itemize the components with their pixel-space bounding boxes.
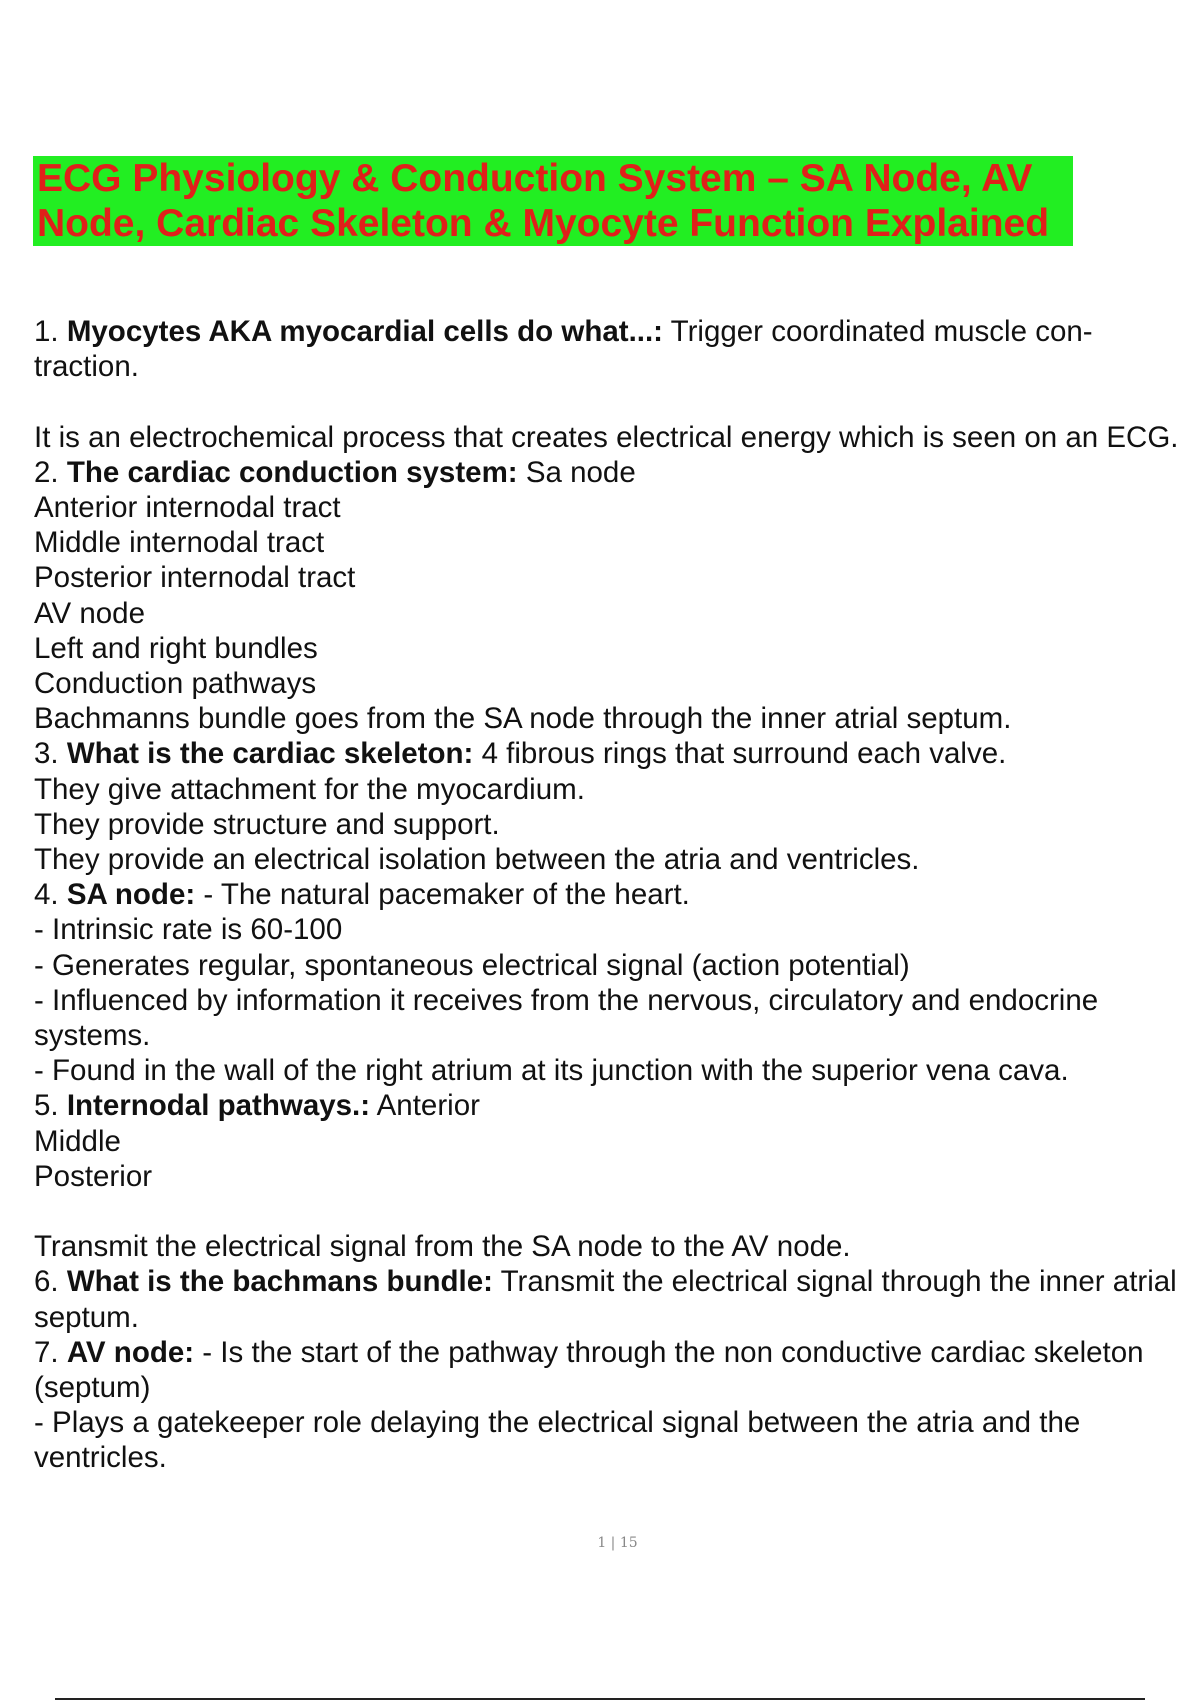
list-item [34,455,1184,490]
item-line: Middle internodal tract [34,526,325,560]
item-line: Conduction pathways [34,667,317,701]
list-item [34,1264,1184,1334]
item-definition: Transmit the electrical signal through the inner atrial septum. [34,1265,1185,1334]
item-definition: Trigger coordinated muscle con- traction. [34,315,1101,384]
item-line: Middle [34,1124,121,1158]
item-number: 4. [34,878,59,912]
item-definition: - The natural pacemaker of the heart. [195,878,690,912]
item-number: 7. [34,1335,59,1369]
item-line: - Influenced by information it receives from the nervous, circulatory and endocrine systems. [34,983,1107,1053]
item-definition: 4 fibrous rings that surround each valve. [473,737,1007,771]
item-number: 3. [34,737,59,771]
item-line: - Found in the wall of the right atrium at its junction with the superior vena cava. [34,1054,1069,1088]
item-definition: - Is the start of the pathway through the non conductive cardiac skeleton (septum) [34,1335,1152,1405]
item-term: What is the cardiac skeleton: [66,737,474,771]
item-term: What is the bachmans bundle: [66,1265,493,1299]
item-term: Internodal pathways.: [66,1089,371,1123]
item-line: - Generates regular, spontaneous electrical signal (action potential) [34,948,910,982]
list-item [34,736,1184,771]
item-definition: Sa node [517,455,636,489]
item-line: Bachmanns bundle goes from the SA node through the inner atrial septum. [34,702,1012,736]
item-line: Anterior internodal tract [34,491,341,524]
item-number: 6. [34,1265,59,1299]
item-line: They provide structure and support. [34,807,500,841]
item-line: Posterior [34,1159,153,1193]
document-title: ECG Physiology & Conduction System – SA Node, AV Node, Cardiac Skeleton & Myocyte Function Explained [33,156,1073,246]
item-number: 5. [34,1089,59,1123]
item-term: SA node: [66,878,196,912]
item-line: They give attachment for the myocardium. [34,772,585,806]
item-line: Left and right bundles [34,631,318,665]
item-number: 2. [34,455,59,489]
list-item [34,1088,1184,1123]
flashcard-list [34,314,1184,1476]
item-line: They provide an electrical isolation between the atria and ventricles. [34,843,920,877]
list-item [34,314,1184,384]
page-number: 1 | 15 [597,1535,638,1551]
item-number: 1. [34,315,59,348]
item-term: AV node: [66,1335,195,1369]
item-line: AV node [34,596,145,630]
list-item [34,877,1184,912]
item-term: The cardiac conduction system: [66,455,518,489]
item-line: Posterior internodal tract [34,561,356,595]
item-extra-text: It is an electrochemical process that creates electrical energy which is seen on an ECG. [34,420,1179,454]
item-line: - Plays a gatekeeper role delaying the electrical signal between the atria and the ventricles. [34,1406,1089,1475]
item-line: - Intrinsic rate is 60-100 [34,913,343,947]
item-extra-text: Transmit the electrical signal from the SA node to the AV node. [34,1230,851,1264]
item-term: Myocytes AKA myocardial cells do what...: [66,315,663,348]
item-definition: Anterior [370,1089,480,1123]
list-item [34,1335,1184,1405]
